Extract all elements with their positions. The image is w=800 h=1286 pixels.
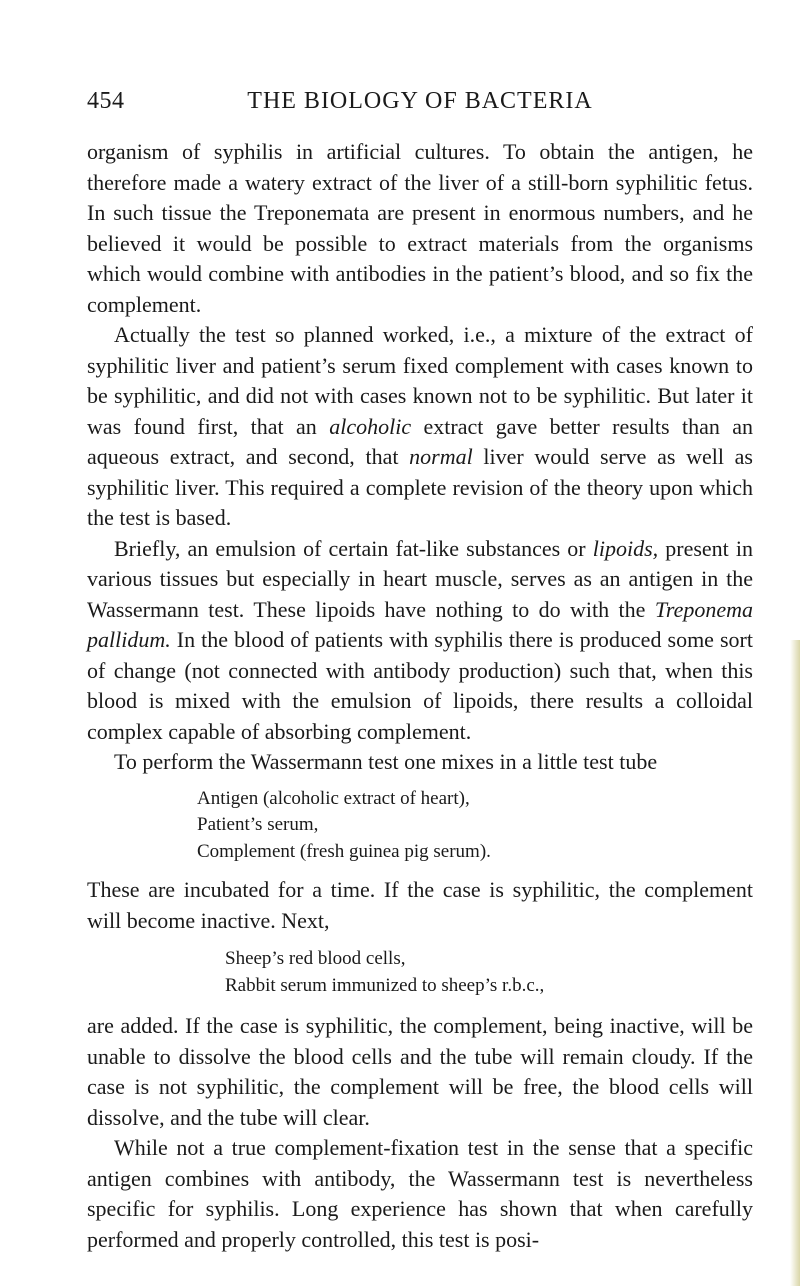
page-number: 454: [87, 88, 125, 114]
list-item: Patient’s serum,: [197, 814, 319, 835]
paragraph-2-part-b: extract gave better results than an aqueous extract, and second, that: [87, 413, 753, 469]
list-item: Sheep’s red blood cells,: [225, 948, 406, 969]
paragraph-5: These are incubated for a time. If the case is syphilitic, the complement will become inactive. Next,: [87, 877, 753, 933]
paragraph-3: [87, 534, 753, 748]
book-page: [87, 88, 753, 1255]
emphasis-lipoids: lipoids,: [592, 535, 659, 561]
page-edge-shadow: [790, 640, 800, 1286]
running-title: THE BIOLOGY OF BACTERIA: [247, 88, 593, 114]
paragraph-7: While not a true complement-fixation test in the sense that a specific antigen combines with antibody, the Wassermann test is nevertheless specific for syphilis. Long experience has shown that when carefully performed and properly controlled, this test is posi-: [87, 1135, 753, 1252]
emphasis-normal: normal: [409, 444, 473, 469]
list-item: Rabbit serum immunized to sheep’s r.b.c.,: [225, 974, 545, 996]
emphasis-alcoholic: alcoholic: [329, 413, 412, 439]
paragraph-3-part-b: present in various tissues but especially in heart muscle, serves as an antigen in the Wassermann test. These lipoids have nothing to do with the: [87, 535, 753, 622]
list-item: Complement (fresh guinea pig serum).: [197, 840, 491, 862]
paragraph-3-part-a: Briefly, an emulsion of certain fat-like substances or: [114, 535, 593, 561]
added-reagents-list: [87, 946, 753, 999]
paragraph-6: are added. If the case is syphilitic, the complement, being inactive, will be unable to dissolve the blood cells and the tube will remain cloudy. If the case is not syphilitic, the complement will be free, the blood cells will dissolve, and the tube will clear.: [87, 1013, 753, 1130]
ingredient-list: [87, 786, 753, 866]
paragraph-1: organism of syphilis in artificial cultures. To obtain the antigen, he therefore made a watery extract of the liver of a still-born syphilitic fetus. In such tissue the Treponemata are present in enormous numbers, and he believed it would be possible to extract materials from the organisms which would combine with antibodies in the patient’s blood, and so fix the complement.: [87, 139, 753, 317]
paragraph-4: To perform the Wassermann test one mixes in a little test tube: [114, 749, 658, 774]
list-item: Antigen (alcoholic extract of heart),: [197, 787, 470, 809]
running-head: [87, 88, 753, 128]
body-text: [87, 137, 753, 1255]
paragraph-2-part-c: liver would serve as well as syphilitic liver. This required a complete revision of the theory upon which the test is based.: [87, 444, 753, 530]
paragraph-2: [87, 320, 753, 534]
emphasis-treponema-pallidum: Treponema pallidum.: [87, 596, 753, 652]
paragraph-3-part-c: In the blood of patients with syphilis there is produced some sort of change (not connected with antibody production) such that, when this blood is mixed with the emulsion of lipoids, there results a colloidal complex capable of absorbing complement.: [87, 627, 753, 744]
paragraph-2-part-a: Actually the test so planned worked, i.e., a mixture of the extract of syphilitic liver and patient’s serum fixed complement with cases known to be syphilitic, and did not with cases known not to be syphilitic. But later it was found first, that an: [87, 322, 753, 439]
